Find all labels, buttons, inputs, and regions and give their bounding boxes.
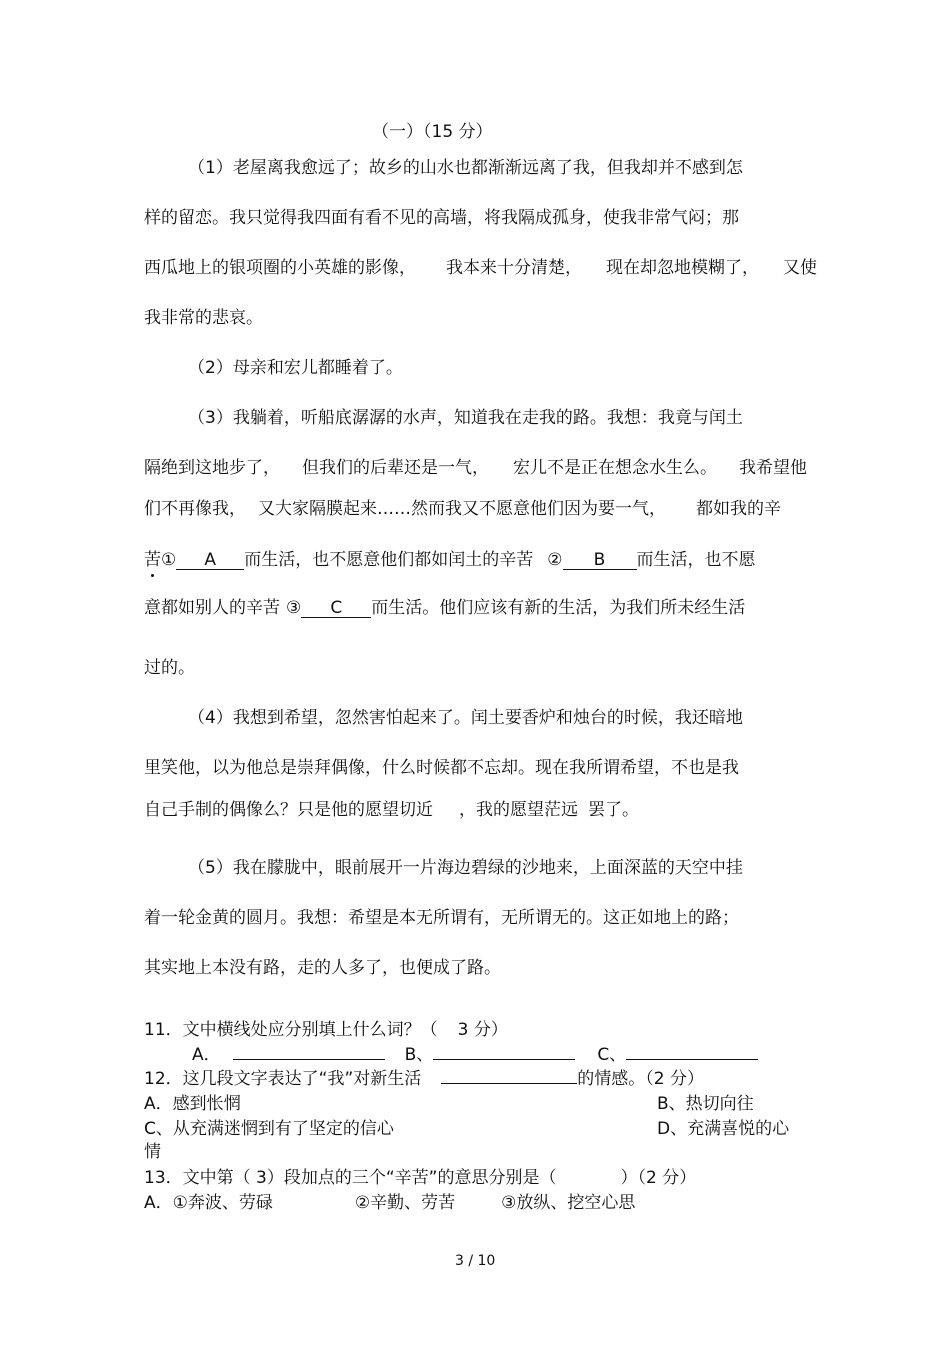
paragraph-3-line-4 — [144, 549, 756, 571]
paragraph-1-line-3 — [144, 257, 817, 279]
paragraph-3-line-3 — [144, 498, 781, 520]
section-title: （一）（15 分） — [372, 122, 493, 142]
q11-score: 3 分） — [457, 1020, 508, 1040]
p3-l3-seg-b: 又大家隔膜起来……然而我又不愿意他们因为要一气， — [258, 499, 666, 519]
paragraph-5-line-3: 其实地上本没有路，走的人多了，也便成了路。 — [144, 958, 501, 978]
p1-l3-seg-c: 现在却忽地模糊了， — [606, 258, 759, 278]
q13-a-part-2: ②辛勤、劳苦 — [354, 1193, 456, 1213]
q12-option-c: C、从充满迷惘到有了坚定的信心 — [144, 1119, 394, 1139]
paragraph-1-line-1: （1）老屋离我愈远了；故乡的山水也都渐渐远离了我，但我却并不感到怎 — [188, 158, 743, 178]
blank-a: A — [176, 551, 244, 570]
paragraph-1-line-4: 我非常的悲哀。 — [144, 308, 263, 328]
q13-text-pre: 13．文中第（ 3）段加点的三个“辛苦”的意思分别是（ — [144, 1168, 557, 1188]
paragraph-5-line-2: 着一轮金黄的圆月。我想：希望是本无所谓有，无所谓无的。这正如地上的路； — [144, 908, 739, 928]
blank-b: B — [563, 551, 637, 570]
p4-l3-seg-b: ，我的愿望茫远 — [459, 800, 578, 820]
question-11 — [144, 1019, 508, 1041]
q11-blank-b — [433, 1045, 575, 1060]
p3-l2-seg-b: 但我们的后辈还是一气， — [302, 458, 489, 478]
p1-l3-seg-a: 西瓜地上的银项圈的小英雄的影像， — [144, 258, 416, 278]
p1-l3-seg-d: 又使 — [783, 258, 817, 278]
p4-l3-seg-a: 自己手制的偶像么？只是他的愿望切近 — [144, 800, 433, 820]
q11-option-c: C、 — [597, 1045, 627, 1065]
q13-option-a — [144, 1192, 635, 1214]
paragraph-1-line-2: 样的留恋。我只觉得我四面有看不见的高墙，将我隔成孤身，使我非常气闷；那 — [144, 208, 739, 228]
q11-blank-a — [233, 1045, 385, 1060]
q12-text-pre: 12．这几段文字表达了“我”对新生活 — [144, 1069, 422, 1089]
paragraph-3-line-1: （3）我躺着，听船底潺潺的水声，知道我在走我的路。我想：我竟与闰土 — [188, 408, 743, 428]
q12-option-d: D、充满喜悦的心 — [657, 1119, 790, 1139]
q12-option-b: B、热切向往 — [657, 1094, 754, 1114]
q11-text: 11．文中横线处应分别填上什么词？（ — [144, 1020, 438, 1040]
p3-l2-seg-c: 宏儿不是正在想念水生么。 — [513, 458, 717, 478]
p4-l3-seg-c: 罢了。 — [588, 800, 639, 820]
circled-1: ① — [161, 550, 177, 570]
p3-l3-seg-a: 们不再像我， — [144, 499, 246, 519]
p3-l5-end: 而生活。他们应该有新的生活，为我们所未经生活 — [371, 598, 746, 618]
p3-l4-mid: 而生活，也不愿意他们都如闰土的辛苦 — [244, 550, 534, 570]
paragraph-3-line-6: 过的。 — [144, 658, 195, 678]
paragraph-4-line-2: 里笑他，以为他总是崇拜偶像，什么时候都不忘却。现在我所谓希望，不也是我 — [144, 758, 739, 778]
paragraph-4-line-1: （4）我想到希望，忽然害怕起来了。闰土要香炉和烛台的时候，我还暗地 — [188, 708, 743, 728]
question-13 — [144, 1167, 696, 1189]
p3-l5-pre: 意都如别人的辛苦 — [144, 598, 280, 618]
paragraph-4-line-3 — [144, 799, 639, 821]
q13-a-label: A．①奔波、劳碌 — [144, 1193, 273, 1213]
question-11-options — [192, 1044, 758, 1066]
q13-a-part-3: ③放纵、挖空心思 — [501, 1193, 636, 1213]
circled-2: ② — [547, 550, 563, 570]
p3-l2-seg-d: 我希望他 — [739, 458, 807, 478]
p3-l2-seg-a: 隔绝到这地步了， — [144, 458, 280, 478]
q11-option-b: B、 — [404, 1045, 434, 1065]
q11-blank-c — [626, 1045, 758, 1060]
blank-c: C — [301, 599, 371, 618]
p3-l3-seg-c: 都如我的辛 — [696, 499, 781, 519]
q11-option-a: A． — [192, 1045, 221, 1065]
p3-l4-end: 而生活，也不愿 — [636, 550, 756, 570]
p1-l3-seg-b: 我本来十分清楚， — [446, 258, 582, 278]
circled-3: ③ — [286, 598, 302, 618]
paragraph-3-line-2 — [144, 457, 807, 479]
q13-text-post: ）（2 分） — [620, 1168, 697, 1188]
emphasis-word-1: 苦 — [144, 550, 161, 570]
q12-option-a: A．感到怅惘 — [144, 1094, 241, 1114]
paragraph-5-line-1: （5）我在朦胧中，眼前展开一片海边碧绿的沙地来，上面深蓝的天空中挂 — [188, 858, 743, 878]
page-number: 3 / 10 — [455, 1253, 496, 1269]
question-12 — [144, 1068, 704, 1090]
q12-text-post: 的情感。（2 分） — [577, 1069, 704, 1089]
paragraph-2-line-1: （2）母亲和宏儿都睡着了。 — [188, 358, 403, 378]
q12-blank — [441, 1069, 577, 1084]
paragraph-3-line-5 — [144, 597, 745, 619]
q12-option-d-continued: 情 — [144, 1142, 161, 1162]
